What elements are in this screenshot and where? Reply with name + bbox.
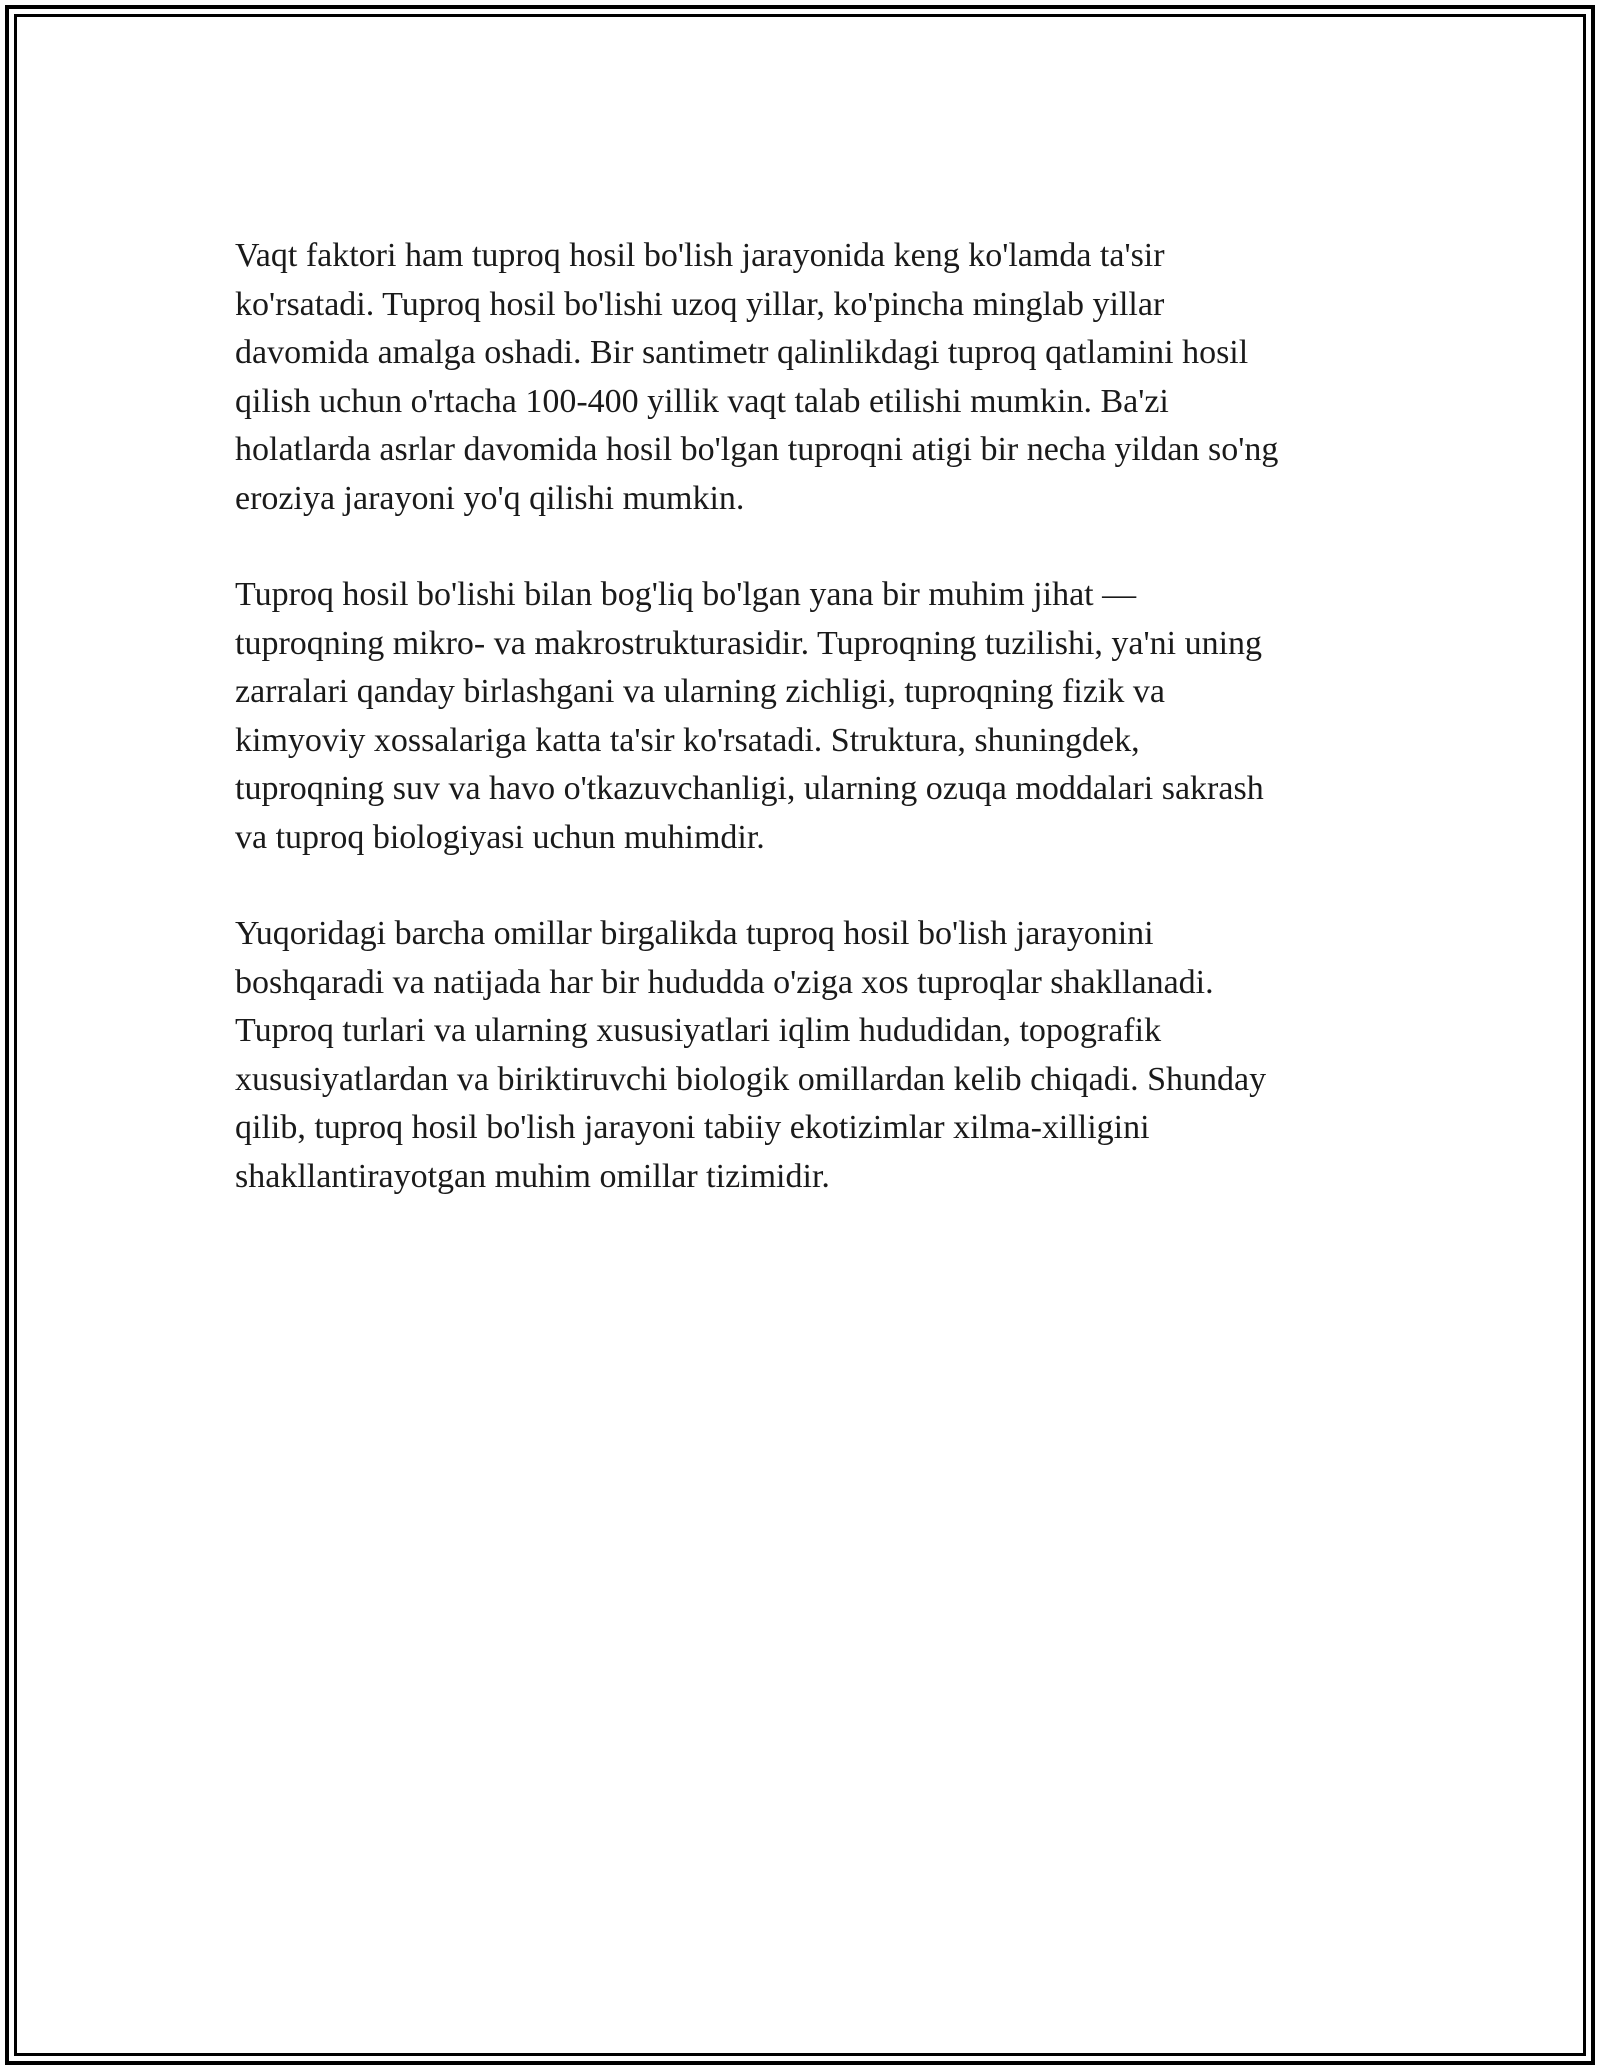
paragraph-soil-structure: Tuproq hosil bo'lishi bilan bog'liq bo'lgan yana bir muhim jihat — tuproqning mikro- va makrostrukturasidir. Tuproqning tuzilishi, ya'ni uning zarralari qanday birlashgani va ularning zichligi, tuproqning fizik va kimyoviy xossalariga katta ta'sir ko'rsatadi. Struktura, shuningdek, tuproqning suv va havo o'tkazuvchanligi, ularning ozuqa moddalari sakrash va tuproq biologiyasi uchun muhimdir. — [235, 576, 1264, 856]
document-body — [235, 232, 1385, 1249]
paragraph-time-factor: Vaqt faktori ham tuproq hosil bo'lish jarayonida keng ko'lamda ta'sir ko'rsatadi. Tuproq hosil bo'lishi uzoq yillar, ko'pincha minglab yillar davomida amalga oshadi. Bir santimetr qalinlikdagi tuproq qatlamini hosil qilish uchun o'rtacha 100-400 yillik vaqt talab etilishi mumkin. Ba'zi holatlarda asrlar davomida hosil bo'lgan tuproqni atigi bir necha yildan so'ng eroziya jarayoni yo'q qilishi mumkin. — [235, 237, 1279, 517]
paragraph-conclusion: Yuqoridagi barcha omillar birgalikda tuproq hosil bo'lish jarayonini boshqaradi va natijada har bir hududda o'ziga xos tuproqlar shakllanadi. Tuproq turlari va ularning xususiyatlari iqlim hududidan, topografik xususiyatlardan va biriktiruvchi biologik omillardan kelib chiqadi. Shunday qilib, tuproq hosil bo'lish jarayoni tabiiy ekotizimlar xilma-xilligini shakllantirayotgan muhim omillar tizimidir. — [235, 915, 1267, 1195]
